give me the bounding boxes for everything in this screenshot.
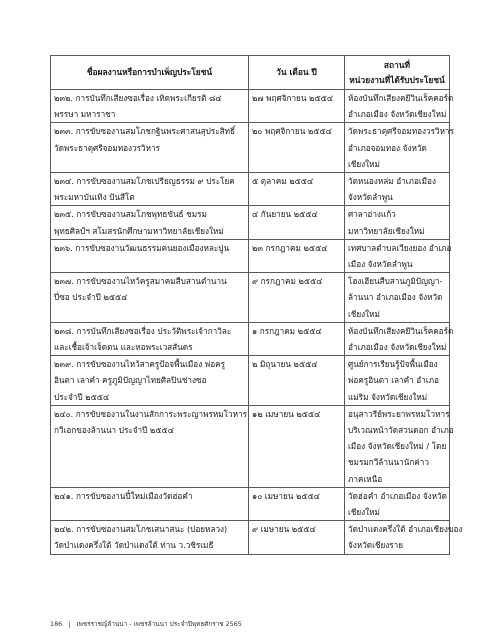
cell-work: [51, 206, 249, 239]
cell-place: [345, 487, 450, 520]
cell-place-line: ล้านนา อำเภอเมือง จังหวัด: [348, 292, 443, 303]
cell-place-line: มหาวิทยาลัยเชียงใหม่: [348, 225, 425, 236]
cell-place-line: เชียงใหม่: [348, 308, 380, 319]
cell-place-line: ศูนย์การเรียนรู้ป้จพื้นเมือง: [348, 359, 438, 370]
cell-work: [51, 273, 249, 323]
cell-work-line: พรรษา มหาราชา: [54, 109, 116, 120]
header-work: ชื่อผลงานหรือการบำเพ็ญประโยชน์: [51, 56, 249, 90]
cell-date-line: ๒๓ กรกฎาคม ๒๕๕๔: [252, 242, 328, 253]
cell-place-line: แม่ริม จังหวัดเชียงใหม่: [348, 391, 428, 402]
cell-work-line: ๒๔๒. การขับซองานสมโภชเสนาสนะ (ปอยหลวง): [54, 524, 228, 535]
table-row: [51, 356, 450, 406]
cell-place-line: เทศบาลตำบลเวียงยอง อำเภอ: [348, 242, 452, 253]
cell-work: [51, 90, 249, 123]
cell-place-line: อำเภอจอมทอง จังหวัด: [348, 142, 427, 153]
cell-work-line: และเชื้อเจ้าเจ็ดตน และหอพระเวสสันดร: [54, 342, 193, 353]
cell-place-line: ศาลาอ่างแก้ว: [348, 209, 396, 220]
cell-place-line: พ่อครูอินตา เลาคำ อำเภอ: [348, 375, 439, 386]
cell-place-line: วัดหนองหล่ม อำเภอเมือง: [348, 176, 436, 187]
header-place: [345, 56, 450, 90]
cell-work-line: พุทธศิลป์ฯ สโมสรนักศึกษามหาวิทยาลัยเชียงใหม่: [54, 225, 224, 236]
cell-place-line: เมือง จังหวัดเชียงใหม่ / โดย: [348, 441, 447, 452]
cell-place: [345, 90, 454, 123]
cell-place: [345, 239, 450, 272]
cell-date-line: ๔ กันยายน ๒๕๕๔: [252, 209, 318, 220]
cell-work-line: ๒๓๔. การขับซองานสมโภชเปรียญธรรม ๙ ประโยค: [54, 176, 235, 187]
table-body: [51, 90, 463, 555]
cell-date: [249, 273, 345, 323]
cell-date: [249, 521, 345, 554]
cell-date: [249, 239, 345, 272]
cell-date: [249, 123, 345, 173]
cell-date: [249, 487, 345, 520]
header-place-line1: สถานที่: [383, 59, 411, 70]
table-row: [51, 206, 450, 239]
cell-date-line: ๙ เมษายน ๒๕๕๔: [252, 524, 316, 535]
cell-date-line: ๑๒ เมษายน ๒๕๕๔: [252, 408, 321, 419]
cell-work-line: ๒๔๑. การขับซองานปี๋ใหม่เมืองวัดฮ่อคำ: [54, 490, 193, 501]
cell-date-line: ๒๐ พฤศจิกายน ๒๕๕๔: [252, 126, 332, 137]
cell-place-line: วัดฮ่อคำ อำเภอเมือง จังหวัด: [348, 490, 447, 501]
cell-work-line: วัดป่าแดงครึ่งใต้ วัดป่าแดงใต้ ท่าน ว.วชิรเมธี: [54, 540, 214, 551]
cell-place-line: เชียงใหม่: [348, 507, 380, 518]
cell-place-line: บริเวณหน้าวัดสวนดอก อำเภอ: [348, 425, 454, 436]
cell-date: [249, 356, 345, 406]
cell-date: [249, 206, 345, 239]
cell-place-line: อำเภอเมือง จังหวัดเชียงใหม่: [348, 109, 447, 120]
cell-work-line: ประจำปี ๒๕๕๔: [54, 391, 110, 402]
table-row: [51, 239, 450, 272]
cell-work-line: วัดพระธาตุศรีจอมทองวรวิหาร: [54, 142, 161, 153]
cell-date-line: ๙ กรกฎาคม ๒๕๕๔: [252, 276, 323, 287]
cell-place: [345, 322, 454, 355]
page-number: 186: [50, 620, 63, 628]
cell-work-line: ๒๔๐. การขับซองานในงานสักการะพระญาพรหมโวหาร: [54, 408, 248, 419]
cell-place: [345, 273, 450, 323]
footer-text: เพชรราชญ์ล้านนา - เพชรล้านนา ประจำปีพุทธศักราช 2565: [76, 620, 242, 628]
cell-date-line: ๕ ตุลาคม ๒๕๕๔: [252, 176, 314, 187]
cell-place-line: เมือง จังหวัดลำพูน: [348, 259, 413, 270]
cell-place-line: อำเภอเมือง จังหวัดเชียงใหม่: [348, 342, 447, 353]
cell-work-line: ๒๓๙. การขับซองานไหว้สาครูป้อจพื้นเมือง พ่อครู: [54, 359, 225, 370]
cell-work: [51, 322, 249, 355]
table-row: [51, 90, 450, 123]
cell-work-line: พระมหาบันเทิง ปันสีโต: [54, 192, 135, 203]
cell-work-line: ปี่ซอ ประจำปี ๒๕๕๔: [54, 292, 128, 303]
cell-work-line: ๒๓๕. การขับซองานสมโภชพุทธขันธ์ ชมรม: [54, 209, 207, 220]
cell-place-line: จังหวัดลำพูน: [348, 192, 393, 203]
cell-place: [345, 405, 454, 487]
footer-separator: |: [68, 620, 71, 628]
cell-work-line: ๒๓๒. การบันทึกเสียงซอเรื่อง เทิดพระเกียรติ ๘๔: [54, 93, 222, 103]
cell-work-line: กวีเอกของล้านนา ประจำปี ๒๕๕๔: [54, 425, 174, 436]
cell-work: [51, 356, 249, 406]
cell-date: [249, 322, 345, 355]
table-row: [51, 322, 450, 355]
cell-date-line: ๒ มิถุนายน ๒๕๕๔: [252, 359, 318, 370]
cell-work: [51, 405, 249, 487]
cell-place: [345, 521, 463, 554]
cell-work-line: ๒๓๖. การขับซองานวัฒนธรรมคนยองเมืองหละปูน: [54, 242, 230, 253]
cell-place-line: เชียงใหม่: [348, 158, 380, 169]
cell-work-line: ๒๓๗. การขับซองานไหว้ครูสมาคมสืบสานตำนาน: [54, 276, 227, 287]
table-row: [51, 273, 450, 323]
header-place-line2: หน่วยงานที่ได้รับประโยชน์: [349, 74, 445, 85]
cell-place: [345, 123, 455, 173]
table-row: [51, 405, 450, 487]
cell-date: [249, 173, 345, 206]
cell-place: [345, 356, 450, 406]
cell-date-line: ๒๗ พฤศจิกายน ๒๕๕๔: [252, 93, 334, 103]
cell-work: [51, 173, 249, 206]
cell-work-line: ๒๓๘. การบันทึกเสียงซอเรื่อง ประวัติพระเจ้ากาวิละ: [54, 325, 232, 336]
cell-place-line: อนุสาวรีย์พระยาพรหมโวหาร: [348, 408, 450, 419]
works-table: [50, 55, 463, 555]
cell-date-line: ๑๐ เมษายน ๒๕๕๔: [252, 490, 320, 501]
cell-place-line: ห้องบันทึกเสียงคยีวินเร็คคอร์ด: [348, 325, 454, 336]
cell-place-line: ภาคเหนือ: [348, 473, 383, 484]
header-date: วัน เดือน ปี: [249, 56, 345, 90]
table-row: [51, 487, 450, 520]
cell-work: [51, 123, 249, 173]
table-row: [51, 123, 450, 173]
cell-place-line: จังหวัดเชียงราย: [348, 540, 404, 551]
cell-place-line: ห้องบันทึกเสียงคยีวินเร็คคอร์ด: [348, 93, 454, 103]
cell-place-line: ชมรมกวีล้านนานักค่าว: [348, 457, 429, 468]
cell-work: [51, 487, 249, 520]
cell-place: [345, 206, 450, 239]
cell-date: [249, 405, 345, 487]
cell-work: [51, 521, 249, 554]
cell-place-line: วัดป่าแดงครึ่งใต้ อำเภอเชียงของ: [348, 524, 463, 535]
cell-place: [345, 173, 450, 206]
table-row: [51, 521, 450, 554]
table-row: [51, 173, 450, 206]
cell-work-line: ๒๓๓. การขับซองานสมโภชกฐินพระศาสนสุประสิทธิ์: [54, 126, 235, 137]
cell-date-line: ๑ กรกฎาคม ๒๕๕๔: [252, 325, 322, 336]
cell-work-line: อินตา เลาคำ ครูภูมิปัญญาไทยศิลปินช่างซอ: [54, 375, 207, 386]
cell-work: [51, 239, 249, 272]
cell-place-line: วัดพระธาตุศรีจอมทองวรวิหาร: [348, 126, 455, 137]
cell-date: [249, 90, 345, 123]
cell-place-line: โฮงเฮียนสืบสานภูมิปัญญา-: [348, 276, 443, 287]
page-footer: [50, 619, 242, 629]
table-header-row: [51, 56, 450, 90]
